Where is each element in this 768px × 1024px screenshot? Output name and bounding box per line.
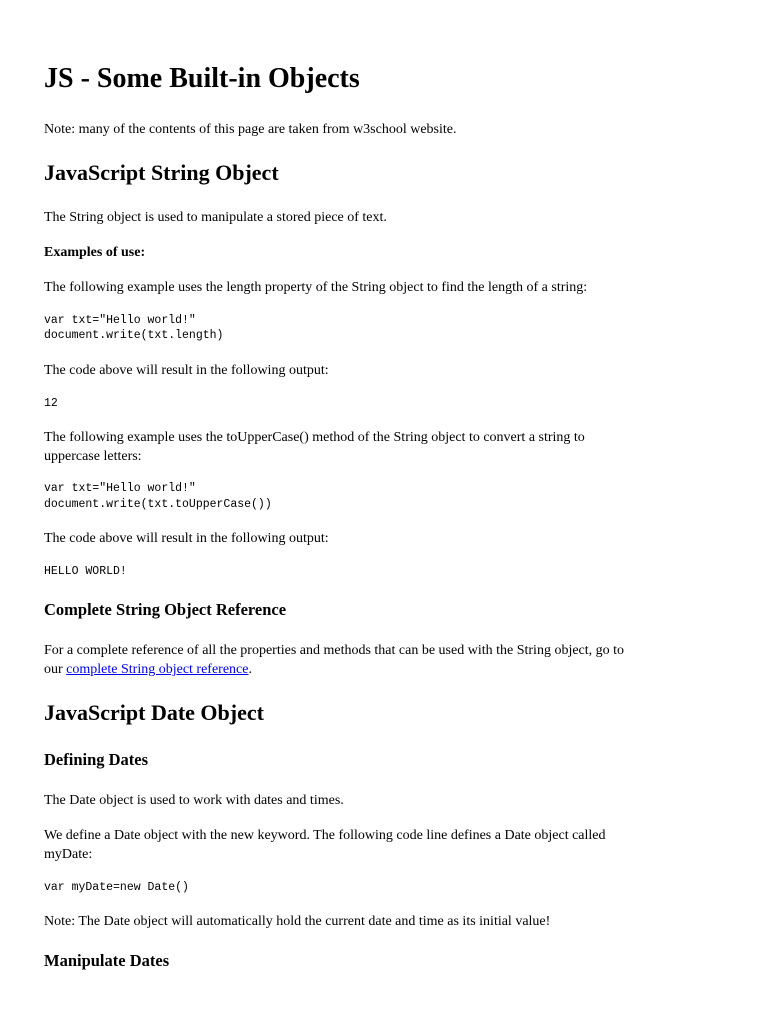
example1-code-line2: document.write(txt.length): [44, 329, 224, 342]
date-section-heading: JavaScript Date Object: [44, 700, 264, 725]
defining-dates-heading: Defining Dates: [44, 750, 149, 769]
example2-output: HELLO WORLD!: [44, 565, 127, 578]
page-title: JS - Some Built-in Objects: [44, 63, 360, 94]
string-reference-text-line1: For a complete reference of all the properties and methods that can be used with the String object, go to: [44, 643, 625, 658]
define-description-line1: We define a Date object with the new keyword. The following code line defines a Date object called: [44, 828, 606, 843]
example2-description-line2: uppercase letters:: [44, 449, 142, 464]
source-note: Note: many of the contents of this page are taken from w3school website.: [44, 122, 457, 137]
example2-code-line1: var txt="Hello world!": [44, 482, 196, 495]
reference-suffix: .: [248, 662, 252, 677]
string-intro: The String object is used to manipulate a stored piece of text.: [44, 210, 387, 225]
define-description-line2: myDate:: [44, 847, 93, 862]
example1-code-line1: var txt="Hello world!": [44, 314, 196, 327]
example1-description: The following example uses the length property of the String object to find the length of a string:: [44, 280, 588, 295]
reference-prefix: our: [44, 662, 67, 677]
string-reference-text-line2: [44, 660, 252, 679]
example2-code-line2: document.write(txt.toUpperCase()): [44, 498, 272, 511]
manipulate-dates-heading: Manipulate Dates: [44, 951, 170, 970]
date-initial-value-note: Note: The Date object will automatically hold the current date and time as its initial value!: [44, 914, 551, 929]
example1-output: 12: [44, 397, 58, 410]
example1-output-label: The code above will result in the following output:: [44, 363, 329, 378]
example2-description-line1: The following example uses the toUpperCase() method of the String object to convert a string to: [44, 430, 585, 445]
examples-label: Examples of use:: [44, 245, 146, 260]
defining-dates-text: The Date object is used to work with dates and times.: [44, 793, 344, 808]
define-date-code: var myDate=new Date(): [44, 881, 189, 894]
string-reference-heading: Complete String Object Reference: [44, 600, 287, 619]
string-section-heading: JavaScript String Object: [44, 160, 279, 185]
example2-output-label: The code above will result in the following output:: [44, 531, 329, 546]
string-reference-link[interactable]: complete String object reference: [66, 662, 249, 677]
